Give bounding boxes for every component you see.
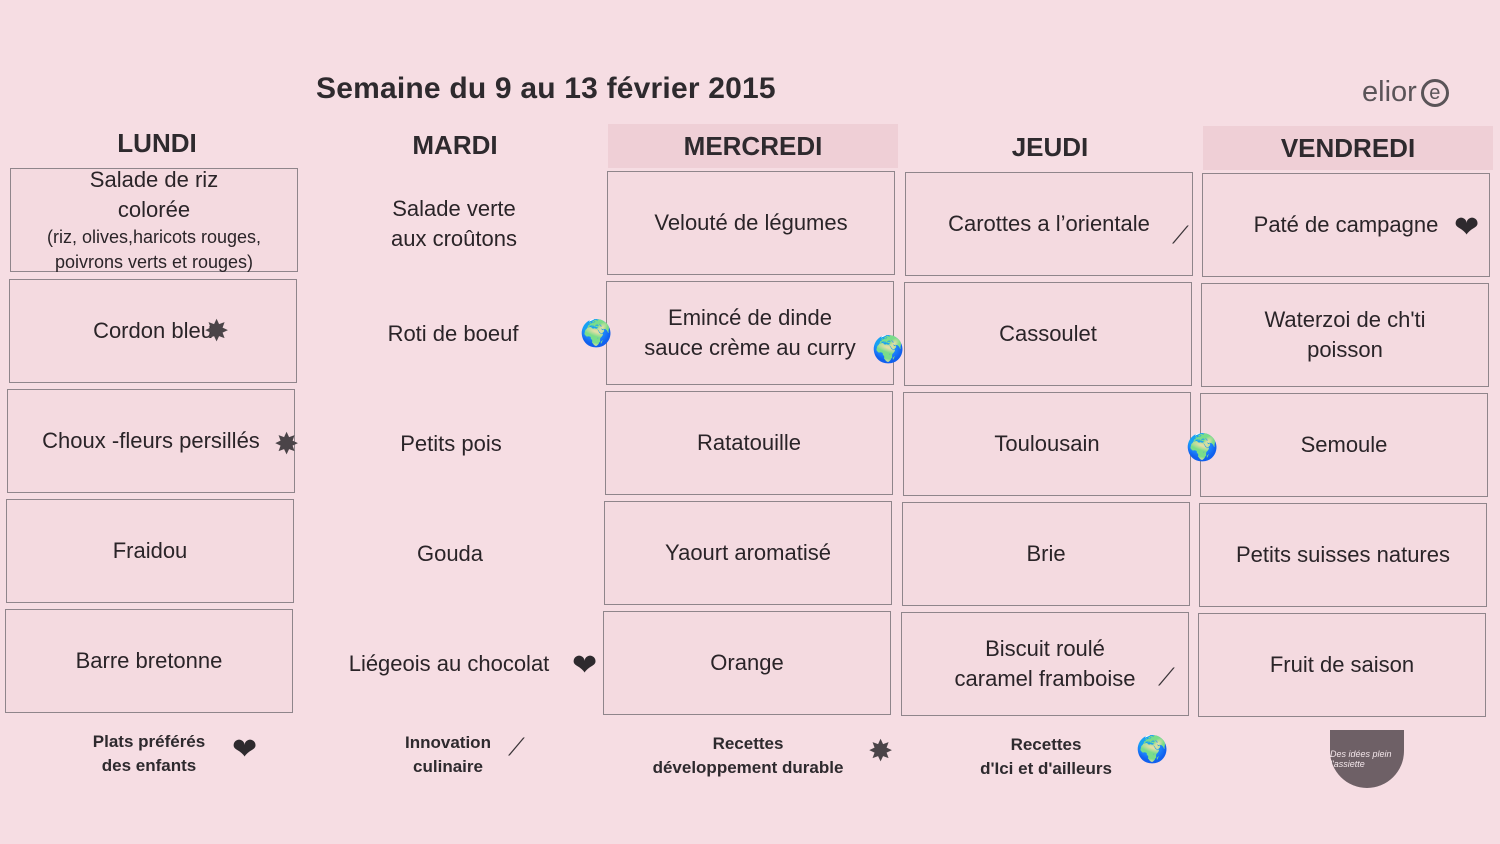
menu-cell-mercredi-plat bbox=[606, 281, 894, 385]
magic-wand-icon: ⟋ bbox=[1158, 664, 1175, 691]
dish-name: Fruit de saison bbox=[1269, 652, 1415, 677]
menu-cell-vendredi-plat bbox=[1201, 283, 1489, 387]
dish-name: Toulousain bbox=[994, 431, 1100, 456]
magic-wand-icon: ⟋ bbox=[508, 734, 525, 761]
dish-name: poisson bbox=[1307, 337, 1383, 362]
menu-cell-vendredi-entree bbox=[1202, 173, 1490, 277]
dish-name: Cordon bleu bbox=[93, 318, 213, 343]
dish-name: Brie bbox=[1026, 541, 1066, 566]
menu-cell-lundi-dessert bbox=[5, 609, 293, 713]
dish-name: Semoule bbox=[1300, 432, 1388, 457]
dish-name: Salade de riz bbox=[89, 167, 219, 192]
legend-label: Recettes bbox=[1010, 735, 1082, 754]
dish-name: Paté de campagne bbox=[1253, 212, 1439, 237]
menu-cell-mardi-plat bbox=[309, 282, 597, 386]
menu-cell-lundi-plat bbox=[9, 279, 297, 383]
menu-cell-vendredi-fromage bbox=[1199, 503, 1487, 607]
menu-cell-jeudi-dessert bbox=[901, 612, 1189, 716]
day-header-lundi: LUNDI bbox=[117, 128, 197, 158]
menu-cell-mardi-accompagnement bbox=[307, 392, 595, 496]
menu-cell-jeudi-accompagnement bbox=[903, 392, 1191, 496]
legend-label: des enfants bbox=[101, 756, 197, 775]
dish-name: Carottes a l’orientale bbox=[948, 211, 1150, 236]
legend-durable bbox=[640, 732, 856, 780]
globe-icon: 🌍 bbox=[1186, 432, 1219, 462]
elior-logo bbox=[1362, 76, 1449, 109]
heart-icon: ❤ bbox=[1454, 211, 1480, 244]
dish-name: Velouté de légumes bbox=[654, 210, 848, 235]
dish-name: sauce crème au curry bbox=[644, 335, 856, 360]
menu-cell-mercredi-fromage bbox=[604, 501, 892, 605]
page-title: Semaine du 9 au 13 février 2015 bbox=[316, 72, 776, 105]
dish-name: Liégeois au chocolat bbox=[348, 651, 550, 676]
dish-name: Waterzoi de ch'ti bbox=[1264, 307, 1426, 332]
day-header-mercredi: MERCREDI bbox=[608, 124, 898, 168]
menu-cell-vendredi-accompagnement bbox=[1200, 393, 1488, 497]
legend-label: développement durable bbox=[652, 758, 844, 777]
dish-name: Biscuit roulé bbox=[985, 636, 1105, 661]
dish-name: Ratatouille bbox=[697, 430, 801, 455]
dish-name: aux croûtons bbox=[391, 226, 517, 251]
dish-name: Choux -fleurs persillés bbox=[42, 428, 260, 453]
dish-name: Barre bretonne bbox=[75, 648, 223, 673]
legend-favorites bbox=[74, 730, 224, 778]
dish-name: Petits pois bbox=[400, 431, 502, 456]
menu-cell-mercredi-dessert bbox=[603, 611, 891, 715]
dish-name: Gouda bbox=[416, 541, 484, 566]
dish-name: Roti de boeuf bbox=[387, 321, 519, 346]
dish-name: Orange bbox=[710, 650, 784, 675]
menu-cell-jeudi-fromage bbox=[902, 502, 1190, 606]
menu-cell-mercredi-entree bbox=[607, 171, 895, 275]
sustainable-sun-icon: ✸ bbox=[868, 735, 894, 768]
des-idees-badge bbox=[1330, 730, 1404, 788]
heart-icon: ❤ bbox=[572, 649, 598, 682]
legend-label: Recettes bbox=[712, 734, 784, 753]
menu-cell-mardi-fromage bbox=[306, 502, 594, 606]
menu-cell-lundi-accompagnement bbox=[7, 389, 295, 493]
menu-cell-lundi-fromage bbox=[6, 499, 294, 603]
legend-label: d'Ici et d'ailleurs bbox=[980, 759, 1112, 778]
dish-name: Fraidou bbox=[112, 538, 188, 563]
magic-wand-icon: ⟋ bbox=[1172, 222, 1189, 249]
dish-name: caramel framboise bbox=[954, 666, 1136, 691]
dish-name: Cassoulet bbox=[999, 321, 1097, 346]
menu-cell-mardi-dessert bbox=[305, 612, 593, 716]
legend-ailleurs bbox=[966, 733, 1126, 781]
menu-cell-vendredi-dessert bbox=[1198, 613, 1486, 717]
dish-name: Emincé de dinde bbox=[668, 305, 832, 330]
dish-detail: poivrons verts et rouges) bbox=[54, 252, 254, 272]
globe-icon: 🌍 bbox=[580, 318, 613, 348]
dish-name: Petits suisses natures bbox=[1236, 542, 1450, 567]
menu-cell-mardi-entree bbox=[310, 172, 598, 276]
dish-name: Salade verte bbox=[392, 196, 516, 221]
day-header-vendredi: VENDREDI bbox=[1203, 126, 1493, 170]
globe-icon: 🌍 bbox=[1136, 734, 1169, 764]
sustainable-sun-icon: ✸ bbox=[204, 315, 230, 348]
menu-cell-lundi-entree bbox=[10, 168, 298, 272]
dish-detail: (riz, olives,haricots rouges, bbox=[46, 227, 262, 247]
day-header-mardi: MARDI bbox=[412, 130, 498, 160]
legend-label: Innovation bbox=[405, 733, 491, 752]
day-header-jeudi: JEUDI bbox=[1011, 132, 1089, 162]
badge-text: Des idées plein l'assiette bbox=[1330, 749, 1392, 769]
menu-cell-jeudi-plat bbox=[904, 282, 1192, 386]
logo-text: elior bbox=[1362, 76, 1417, 108]
logo-mark: e bbox=[1421, 79, 1449, 107]
dish-name: Yaourt aromatisé bbox=[665, 540, 831, 565]
globe-icon: 🌍 bbox=[872, 334, 905, 364]
heart-icon: ❤ bbox=[232, 733, 258, 766]
menu-cell-jeudi-entree bbox=[905, 172, 1193, 276]
legend-label: Plats préférés bbox=[92, 732, 206, 751]
legend-label: culinaire bbox=[413, 757, 483, 776]
menu-cell-mercredi-accompagnement bbox=[605, 391, 893, 495]
sustainable-sun-icon: ✸ bbox=[274, 428, 300, 461]
dish-name: colorée bbox=[117, 197, 191, 222]
legend-innovation bbox=[388, 731, 508, 779]
